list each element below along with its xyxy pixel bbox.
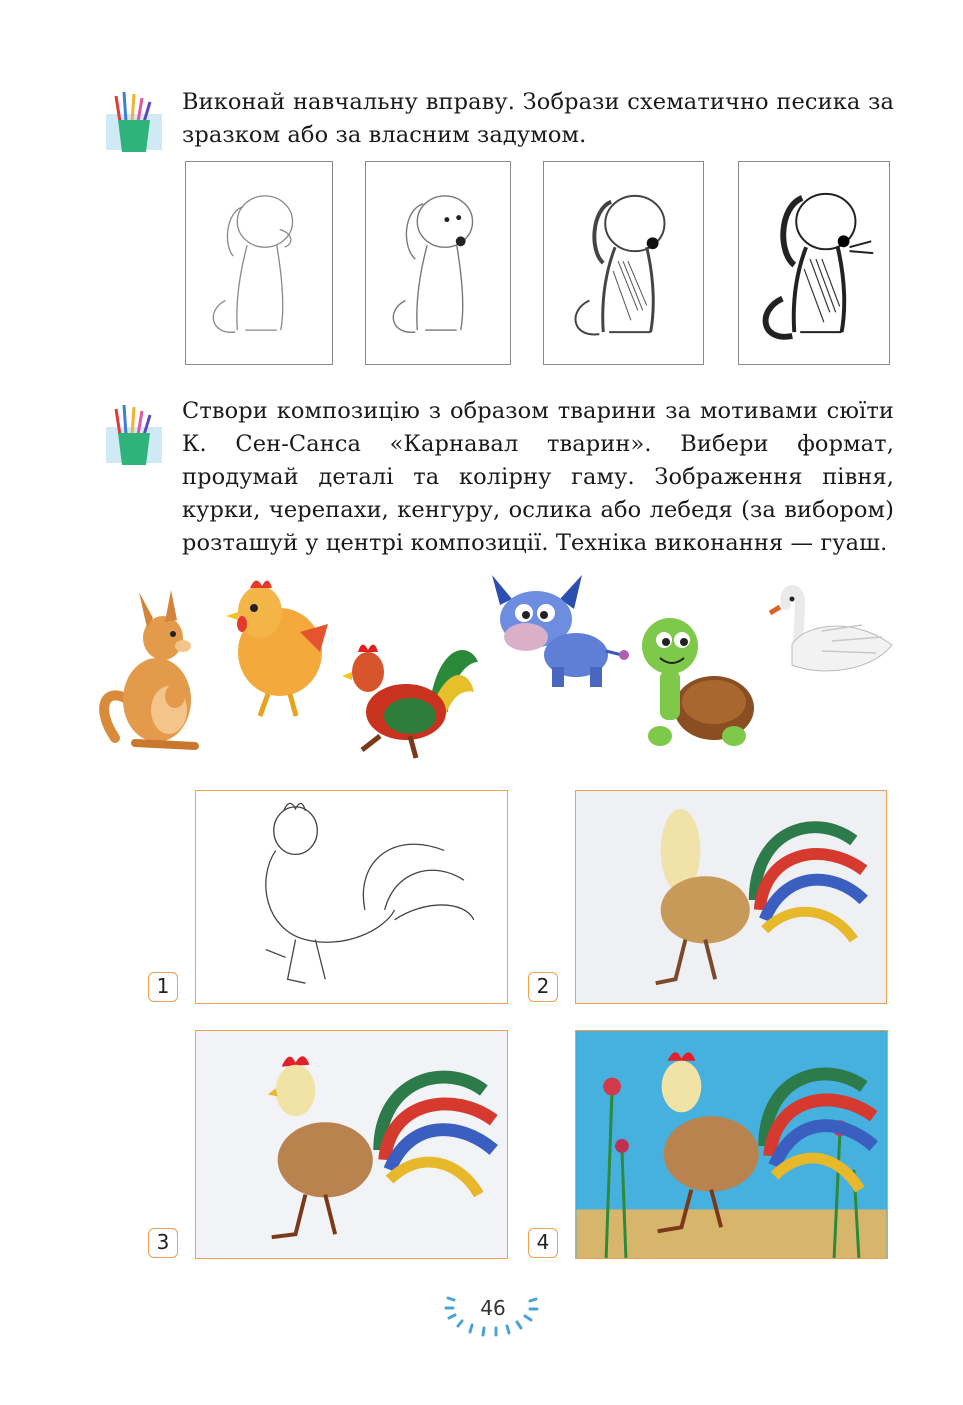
rooster-step-3-image [195, 1030, 508, 1259]
step-number-badge: 3 [148, 1228, 178, 1258]
rooster-sketch-icon [196, 791, 507, 1003]
swan-icon [762, 585, 897, 680]
dog-sketch-step-1-icon [186, 162, 332, 364]
rooster-gouache-step-3-icon [196, 1031, 507, 1258]
step-number-badge: 1 [148, 972, 178, 1002]
task-1-instruction: Виконай навчальну вправу. Зобрази схематично песика за зразком або за власним задумом. [182, 89, 894, 148]
donkey-icon [490, 575, 630, 690]
turtle-icon [630, 612, 755, 752]
dog-sketch-step-2-icon [366, 162, 510, 364]
step-number-badge: 2 [528, 972, 558, 1002]
rooster-step-4-image [575, 1030, 888, 1259]
dog-sketch-step-4-icon [739, 162, 889, 364]
rooster-step-2-image [575, 790, 887, 1004]
page-number: 46 [480, 1296, 506, 1320]
dog-sketch-step-3 [543, 161, 704, 365]
pencil-cup-icon [106, 92, 162, 156]
dog-sketch-step-4 [738, 161, 890, 365]
rooster-step-1-image [195, 790, 508, 1004]
step-number-badge: 4 [528, 1228, 558, 1258]
dog-sketch-step-1 [185, 161, 333, 365]
dog-sketch-step-2 [365, 161, 511, 365]
kangaroo-icon [95, 588, 210, 753]
dog-sketch-step-3-icon [544, 162, 703, 364]
rooster-gouache-step-2-icon [576, 791, 886, 1003]
pencil-cup-icon [106, 405, 162, 469]
rooster-gouache-step-4-icon [576, 1031, 887, 1258]
hen-icon [220, 572, 332, 720]
rooster-icon [340, 632, 482, 762]
task-2-instruction: Створи композицію з образом тварини за мотивами сюїти К. Сен-Санса «Карнавал тварин». Вибери формат, продумай деталі та колірну гаму. Зображення півня, курки, черепахи, кенгуру, ослика або лебедя (за вибором) розташуй у центрі композиції. Техніка виконання — гуаш. [182, 398, 894, 556]
